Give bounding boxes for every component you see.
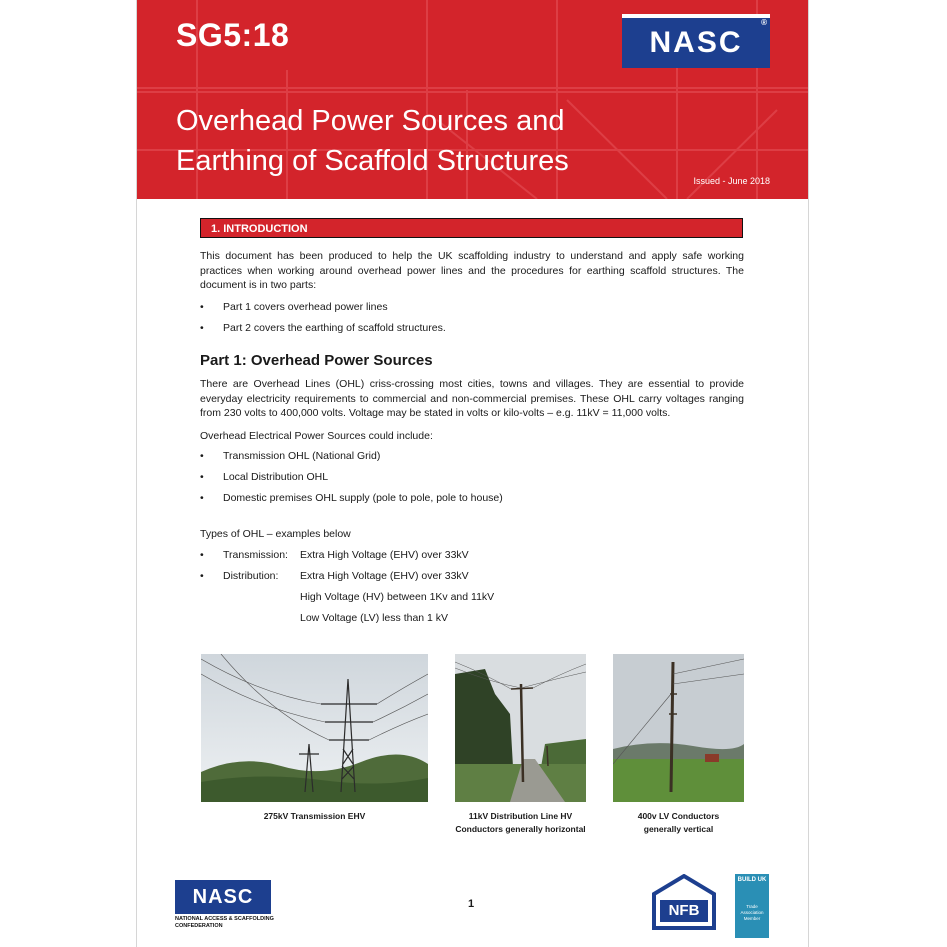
caption-line-2: generally vertical: [643, 824, 714, 834]
nfb-logo-text: NFB: [668, 902, 700, 919]
page-number: 1: [468, 898, 475, 910]
part1-paragraph: There are Overhead Lines (OHL) criss-crossing most cities, towns and villages. They are essential to provide everyday electricity requirements to commercial and non-commercial premises. These OHL carry voltages ranging from 230 volts to 400,000 volts. Voltage may be stated in volts or kilo-volts – e.g. 11kV = 11,000 volts.: [200, 378, 744, 419]
type-value: Extra High Voltage (EHV) over 33kV: [300, 570, 469, 582]
caption-line-1: 400v LV Conductors: [637, 811, 720, 821]
bullet-dot: •: [200, 450, 204, 462]
registered-mark: ®: [761, 18, 767, 27]
buildux-subtitle: Trade Association Member: [740, 904, 764, 921]
document-page: [137, 0, 808, 947]
footer-nasc-logo: NASC: [175, 880, 271, 914]
bullet-text: Part 2 covers the earthing of scaffold structures.: [223, 322, 446, 334]
bullet-dot: •: [200, 549, 204, 561]
type-label-transmission: Transmission:: [223, 549, 288, 561]
bullet-dot: •: [200, 471, 204, 483]
intro-paragraph: This document has been produced to help the UK scaffolding industry to understand and apply safe working practices when working around overhead power lines and the procedures for earthing scaffold structures. The document is in two parts:: [200, 250, 744, 291]
photo-transmission-pylon: [201, 654, 428, 802]
issued-date: Issued - June 2018: [693, 176, 770, 186]
photo-caption: 275kV Transmission EHV: [263, 811, 366, 821]
buildux-logo-text: BUILD UK: [737, 877, 767, 883]
type-value: Low Voltage (LV) less than 1 kV: [300, 612, 449, 624]
type-label-distribution: Distribution:: [223, 570, 279, 582]
types-intro: Types of OHL – examples below: [200, 528, 351, 540]
nasc-logo: [622, 18, 770, 68]
photo-caption: [440, 810, 601, 836]
bullet-dot: •: [200, 301, 204, 313]
title-line-2: Earthing of Scaffold Structures: [176, 145, 569, 177]
nfb-logo: [652, 874, 716, 930]
section-heading-introduction: 1. INTRODUCTION: [200, 218, 743, 238]
bullet-dot: •: [200, 492, 204, 504]
document-code: SG5:18: [176, 17, 290, 53]
bullet-text: Local Distribution OHL: [223, 471, 329, 483]
logo-stripe: [622, 14, 770, 18]
bullet-dot: •: [200, 570, 204, 582]
header-banner: [137, 0, 808, 199]
caption-line-2: Conductors generally horizontal: [455, 824, 586, 834]
title-line-1: Overhead Power Sources and: [176, 105, 565, 137]
sources-intro: Overhead Electrical Power Sources could include:: [200, 430, 433, 442]
bullet-text: Domestic premises OHL supply (pole to pole, pole to house): [223, 492, 503, 504]
type-value: High Voltage (HV) between 1Kv and 11kV: [300, 591, 495, 603]
buildux-logo: [735, 874, 769, 938]
nasc-logo-text: NASC: [649, 26, 743, 59]
document-title: [176, 101, 569, 181]
part1-heading: Part 1: Overhead Power Sources: [200, 352, 433, 369]
bullet-text: Transmission OHL (National Grid): [223, 450, 381, 462]
photo-distribution-line: [455, 654, 586, 802]
photo-lv-conductors: [613, 654, 744, 802]
photo-caption: [603, 810, 754, 836]
bullet-text: Part 1 covers overhead power lines: [223, 301, 388, 313]
type-value: Extra High Voltage (EHV) over 33kV: [300, 549, 469, 561]
caption-line-1: 11kV Distribution Line HV: [468, 811, 573, 821]
footer-nasc-subtitle: NATIONAL ACCESS & SCAFFOLDING CONFEDERATION: [175, 916, 274, 929]
bullet-dot: •: [200, 322, 204, 334]
